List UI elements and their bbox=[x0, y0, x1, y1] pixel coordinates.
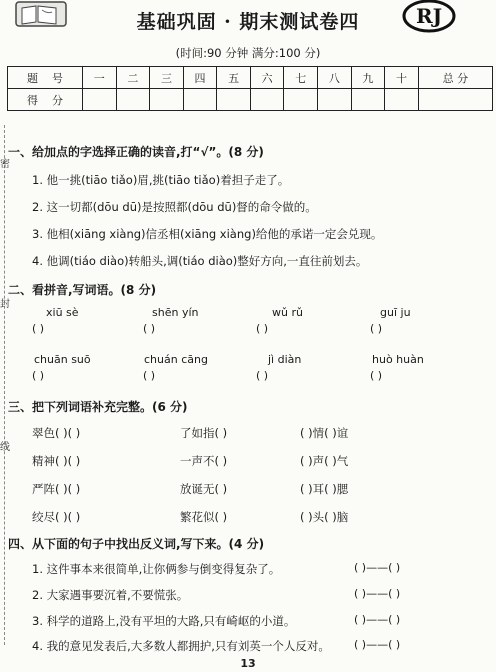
col-10: 十 bbox=[385, 67, 419, 89]
s1-item-2: 2. 这一切都(dōu dū)是按照都(dōu dū)督的命令做的。 bbox=[32, 200, 317, 214]
col-5: 五 bbox=[217, 67, 251, 89]
page-number: 13 bbox=[240, 657, 256, 670]
col-6: 六 bbox=[250, 67, 284, 89]
s4-item-3: 3. 科学的道路上,没有平坦的大路,只有崎岖的小道。 bbox=[32, 614, 296, 628]
answer-box[interactable]: ( ) bbox=[32, 369, 45, 382]
s3-r3-c1: 严阵( )( ) bbox=[32, 482, 81, 496]
exam-info: (时间:90 分钟 满分:100 分) bbox=[175, 46, 321, 60]
pinyin-6: chuán cāng bbox=[144, 353, 208, 366]
score-header-row bbox=[8, 67, 493, 89]
score-cell[interactable] bbox=[385, 89, 419, 111]
section-1-heading: 一、给加点的字选择正确的读音,打“√”。(8 分) bbox=[8, 145, 264, 159]
s3-r2-c1: 精神( )( ) bbox=[32, 454, 81, 468]
score-cell[interactable] bbox=[183, 89, 217, 111]
rj-badge bbox=[400, 0, 458, 34]
s3-r2-c3: ( )声( )气 bbox=[300, 454, 349, 468]
col-7: 七 bbox=[284, 67, 318, 89]
pinyin-7: jì diàn bbox=[268, 353, 302, 366]
s1-item-4: 4. 他调(tiáo diào)转船头,调(tiáo diào)整好方向,一直往前划去。 bbox=[32, 254, 368, 268]
score-cell[interactable] bbox=[351, 89, 385, 111]
section-2-heading: 二、看拼音,写词语。(8 分) bbox=[8, 283, 157, 297]
s3-r1-c3: ( )情( )谊 bbox=[300, 426, 349, 440]
binding-line bbox=[4, 125, 5, 645]
col-8: 八 bbox=[318, 67, 352, 89]
s3-r2-c2: 一声不( ) bbox=[180, 454, 228, 468]
col-1: 一 bbox=[83, 67, 117, 89]
answer-box[interactable]: ( ) bbox=[256, 322, 269, 335]
s4-item-2: 2. 大家遇事要沉着,不要慌张。 bbox=[32, 588, 189, 602]
col-2: 二 bbox=[116, 67, 150, 89]
score-cell[interactable] bbox=[83, 89, 117, 111]
answer-box[interactable]: ( ) bbox=[370, 369, 383, 382]
answer-box[interactable]: ( )——( ) bbox=[354, 638, 401, 651]
pinyin-1: xiū sè bbox=[46, 306, 79, 319]
score-value-row bbox=[8, 89, 493, 111]
score-cell[interactable] bbox=[116, 89, 150, 111]
section-3-heading: 三、把下列词语补充完整。(6 分) bbox=[8, 400, 188, 414]
margin-mark-line: 线 bbox=[0, 442, 10, 453]
score-table bbox=[7, 66, 493, 111]
s1-item-1: 1. 他一挑(tiāo tiǎo)眉,挑(tiāo tiǎo)着担子走了。 bbox=[32, 173, 290, 187]
s3-r3-c3: ( )耳( )腮 bbox=[300, 482, 349, 496]
col-3: 三 bbox=[150, 67, 184, 89]
rj-badge-icon bbox=[400, 0, 458, 34]
col-9: 九 bbox=[351, 67, 385, 89]
score-cell[interactable] bbox=[150, 89, 184, 111]
s3-r4-c1: 绞尽( )( ) bbox=[32, 510, 81, 524]
answer-box[interactable]: ( ) bbox=[143, 369, 156, 382]
section-4-heading: 四、从下面的句子中找出反义词,写下来。(4 分) bbox=[8, 537, 265, 551]
pinyin-2: shēn yín bbox=[152, 306, 199, 319]
pinyin-3: wǔ rǔ bbox=[272, 306, 303, 319]
row-label-score: 得分 bbox=[8, 89, 83, 111]
s3-r1-c1: 翠色( )( ) bbox=[32, 426, 81, 440]
margin-mark-seal: 密 bbox=[0, 159, 10, 170]
s4-item-1: 1. 这件事本来很简单,让你俩参与倒变得复杂了。 bbox=[32, 562, 281, 576]
answer-box[interactable]: ( )——( ) bbox=[354, 587, 401, 600]
pinyin-4: guī ju bbox=[380, 306, 411, 319]
score-cell[interactable] bbox=[250, 89, 284, 111]
score-cell[interactable] bbox=[418, 89, 492, 111]
answer-box[interactable]: ( ) bbox=[32, 322, 45, 335]
score-cell[interactable] bbox=[318, 89, 352, 111]
pinyin-5: chuān suō bbox=[34, 353, 91, 366]
answer-box[interactable]: ( ) bbox=[256, 369, 269, 382]
col-4: 四 bbox=[183, 67, 217, 89]
s4-item-4: 4. 我的意见发表后,大多数人都拥护,只有刘英一个人反对。 bbox=[32, 639, 330, 653]
pinyin-8: huò huàn bbox=[372, 353, 424, 366]
badge-text: RJ bbox=[415, 4, 443, 28]
s3-r4-c2: 繁花似( ) bbox=[180, 510, 228, 524]
answer-box[interactable]: ( )——( ) bbox=[354, 561, 401, 574]
score-cell[interactable] bbox=[284, 89, 318, 111]
s1-item-3: 3. 他相(xiāng xiàng)信丞相(xiāng xiàng)给他的承诺一定会兑现。 bbox=[32, 227, 383, 241]
answer-box[interactable]: ( )——( ) bbox=[354, 613, 401, 626]
answer-box[interactable]: ( ) bbox=[370, 322, 383, 335]
s3-r3-c2: 放诞无( ) bbox=[180, 482, 228, 496]
margin-mark-close: 封 bbox=[0, 299, 10, 310]
col-total: 总 分 bbox=[418, 67, 492, 89]
s3-r4-c3: ( )头( )脑 bbox=[300, 510, 349, 524]
s3-r1-c2: 了如指( ) bbox=[180, 426, 228, 440]
answer-box[interactable]: ( ) bbox=[143, 322, 156, 335]
score-cell[interactable] bbox=[217, 89, 251, 111]
page-title: 基础巩固 · 期末测试卷四 bbox=[136, 11, 360, 33]
row-label-question: 题号 bbox=[8, 67, 83, 89]
